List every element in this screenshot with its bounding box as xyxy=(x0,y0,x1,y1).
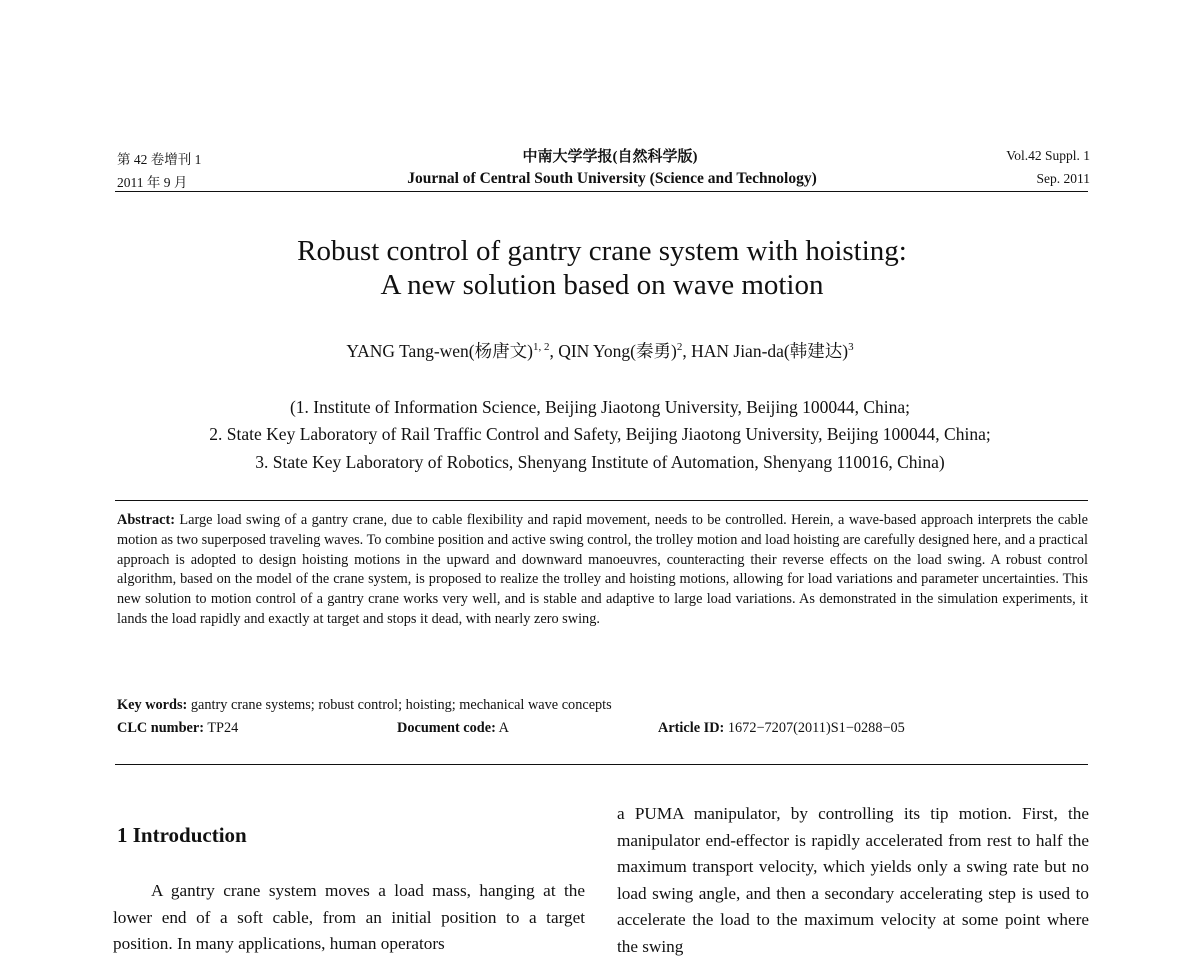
author-yang-affil: 1, 2 xyxy=(532,341,550,354)
author-yang: YANG Tang-wen(杨唐文) xyxy=(346,341,533,361)
clc-value: TP24 xyxy=(207,720,239,736)
author-list xyxy=(0,338,1200,363)
body-left-column: A gantry crane system moves a load mass, hanging at the lower end of a soft cable, from an initial position to a target position. In many applications, human operators xyxy=(113,881,585,953)
header-rule xyxy=(115,191,1088,192)
abstract-text: Large load swing of a gantry crane, due to cable flexibility and rapid movement, needs to be controlled. Herein, a wave-based approach interprets the cable motion as two superposed traveling waves. To combine position and active swing control, the trolley motion and load hoisting are carefully designed here, and a practical approach is adopted to design hoisting motions in the upward and downward manoeuvres, counteracting their reverse effects on the load swing. A robust control algorithm, based on the model of the crane system, is proposed to realize the trolley and hoisting motions, allowing for load variations and parameter uncertainties. This new solution to motion control of a gantry crane works very well, and is stable and adaptive to large load variations. As demonstrated in the simulation experiments, it lands the load rapidly and exactly at target and stops it dead, with nearly zero swing. xyxy=(117,512,1089,627)
doc-code-value: A xyxy=(498,720,509,736)
document-code xyxy=(397,720,509,737)
volume-issue-cn: 第 42 卷增刊 1 xyxy=(117,152,202,167)
author-qin-affil: 2 xyxy=(676,341,683,354)
article-id-label: Article ID: xyxy=(658,720,725,736)
doc-code-label: Document code: xyxy=(397,720,496,736)
abstract-bottom-rule xyxy=(115,764,1088,765)
article-id-value: 1672−7207(2011)S1−0288−05 xyxy=(727,720,905,736)
article-id xyxy=(658,720,905,737)
volume-suppl: Vol.42 Suppl. 1 xyxy=(1006,148,1090,163)
abstract-top-rule xyxy=(115,500,1088,501)
affiliation-1: (1. Institute of Information Science, Beijing Jiaotong University, Beijing 100044, China; xyxy=(289,397,911,417)
affiliation-2: 2. State Key Laboratory of Rail Traffic Control and Safety, Beijing Jiaotong University, Beijing 100044, China; xyxy=(209,424,991,444)
issue-date: Sep. 2011 xyxy=(1036,171,1090,186)
keywords-label: Key words: xyxy=(117,697,188,713)
keywords-text: gantry crane systems; robust control; hoisting; mechanical wave concepts xyxy=(190,697,612,713)
clc-label: CLC number: xyxy=(117,720,204,736)
abstract-label: Abstract: xyxy=(117,512,175,528)
journal-name-cn: 中南大学学报(自然科学版) xyxy=(522,149,698,165)
author-qin: , QIN Yong(秦勇) xyxy=(549,341,677,361)
author-han-affil: 3 xyxy=(848,341,854,354)
paper-title-line1: Robust control of gantry crane system with hoisting: xyxy=(297,235,907,267)
date-cn: 2011 年 9 月 xyxy=(117,175,188,190)
clc-number xyxy=(117,720,238,737)
journal-name-en: Journal of Central South University (Science and Technology) xyxy=(407,170,817,187)
section-heading: 1 Introduction xyxy=(117,823,247,847)
affiliation-3: 3. State Key Laboratory of Robotics, Shenyang Institute of Automation, Shenyang 110016, China) xyxy=(255,452,945,472)
keywords xyxy=(117,697,612,714)
paper-title-line2: A new solution based on wave motion xyxy=(380,269,824,301)
author-han: , HAN Jian-da(韩建达) xyxy=(682,341,849,361)
abstract xyxy=(117,511,1088,630)
body-right-column: a PUMA manipulator, by controlling its tip motion. First, the manipulator end-effector is rapidly accelerated from rest to half the maximum transport velocity, which yields only a swing rate but no load swing angle, and then a secondary accelerating step is used to accelerate the load to the maximum velocity at some point where the swing xyxy=(617,804,1089,956)
